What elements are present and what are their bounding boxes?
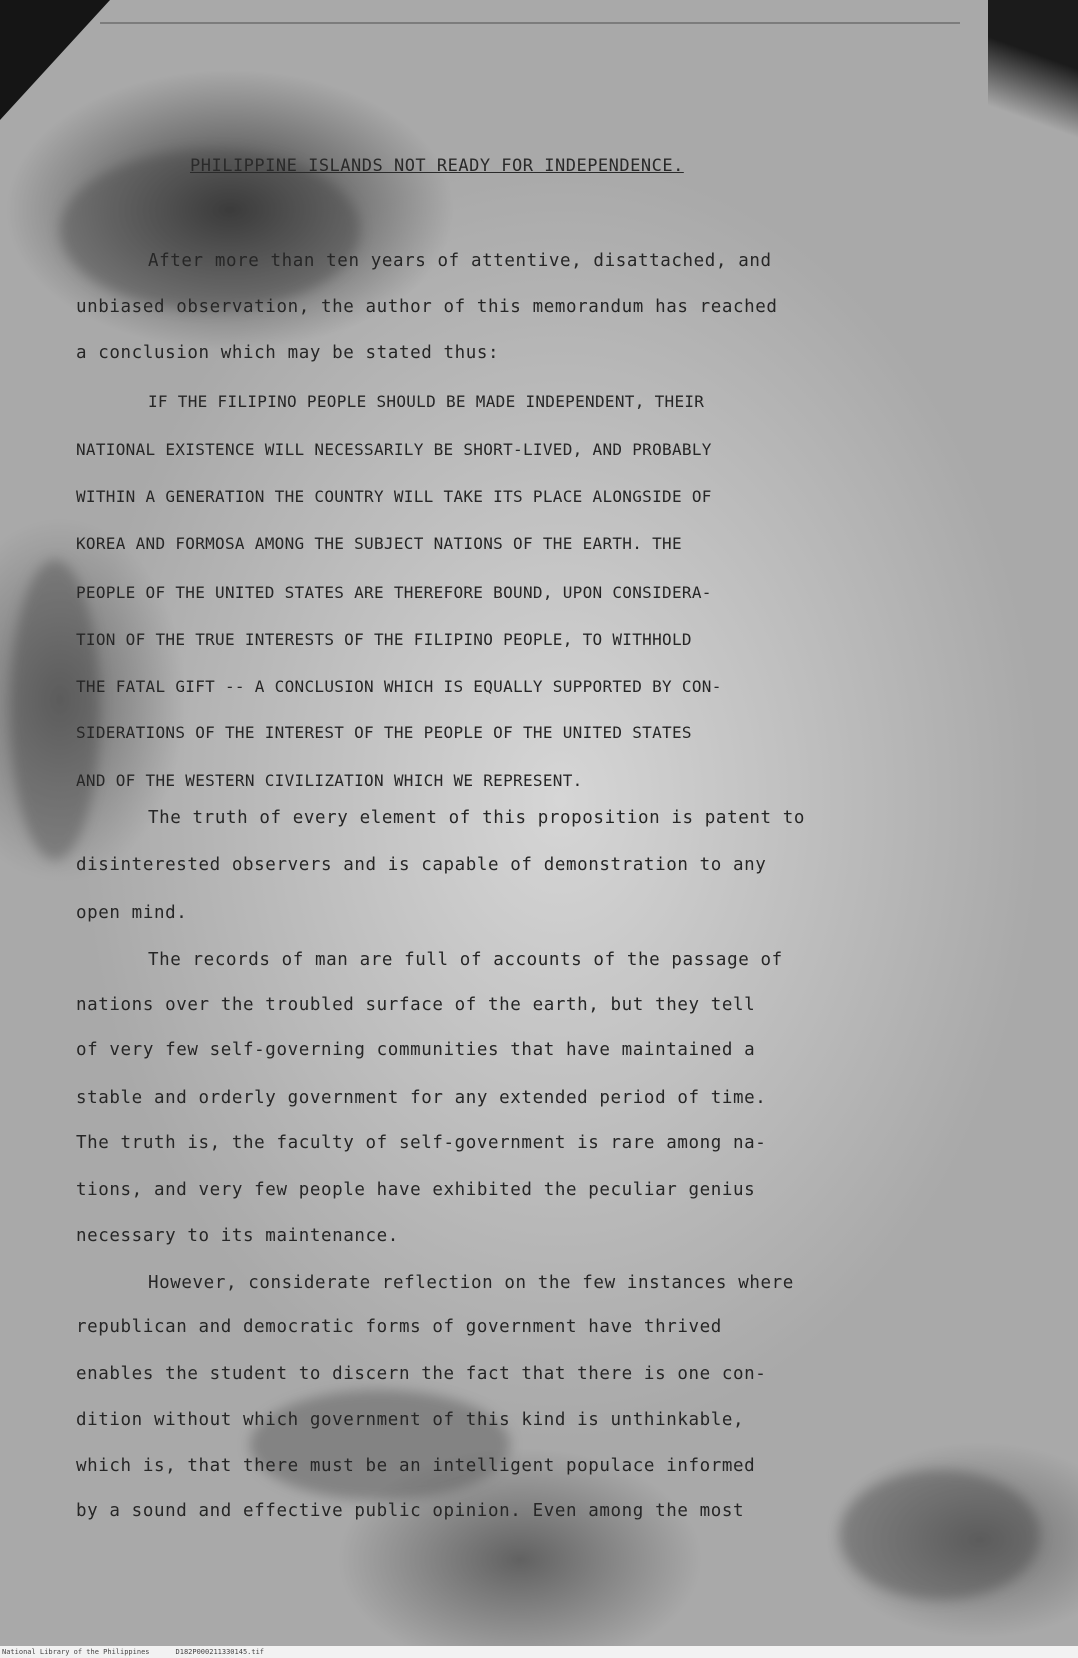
document-title: PHILIPPINE ISLANDS NOT READY FOR INDEPENDENCE.	[190, 156, 684, 176]
paragraph-line: necessary to its maintenance.	[76, 1226, 399, 1246]
paragraph-line: which is, that there must be an intelligent populace informed	[76, 1456, 756, 1476]
thesis-line: SIDERATIONS OF THE INTEREST OF THE PEOPLE OF THE UNITED STATES	[76, 723, 692, 742]
page-edge	[100, 22, 960, 24]
file-name: D182P000211330145.tif	[175, 1648, 265, 1656]
ink-stain	[10, 560, 100, 860]
dark-corner-left	[0, 0, 110, 120]
intro-line: unbiased observation, the author of this memorandum has reached	[76, 297, 778, 317]
thesis-line: PEOPLE OF THE UNITED STATES ARE THEREFORE BOUND, UPON CONSIDERA-	[76, 583, 712, 602]
thesis-line: KOREA AND FORMOSA AMONG THE SUBJECT NATIONS OF THE EARTH. THE	[76, 534, 682, 553]
dark-corner-right	[988, 0, 1078, 140]
paragraph-line: However, considerate reflection on the few instances where	[148, 1273, 794, 1293]
thesis-line: TION OF THE TRUE INTERESTS OF THE FILIPINO PEOPLE, TO WITHHOLD	[76, 630, 692, 649]
paragraph-line: dition without which government of this kind is unthinkable,	[76, 1410, 745, 1430]
library-credit: National Library of the Philippines	[2, 1648, 150, 1656]
paragraph-line: open mind.	[76, 903, 188, 923]
thesis-line: THE FATAL GIFT -- A CONCLUSION WHICH IS EQUALLY SUPPORTED BY CON-	[76, 677, 722, 696]
thesis-line: AND OF THE WESTERN CIVILIZATION WHICH WE REPRESENT.	[76, 771, 583, 790]
paragraph-line: republican and democratic forms of government have thrived	[76, 1317, 722, 1337]
paragraph-line: tions, and very few people have exhibited the peculiar genius	[76, 1180, 756, 1200]
thesis-line: IF THE FILIPINO PEOPLE SHOULD BE MADE INDEPENDENT, THEIR	[148, 392, 705, 411]
paragraph-line: The truth is, the faculty of self-government is rare among na-	[76, 1133, 767, 1153]
thesis-line: WITHIN A GENERATION THE COUNTRY WILL TAKE ITS PLACE ALONGSIDE OF	[76, 487, 712, 506]
paragraph-line: disinterested observers and is capable of demonstration to any	[76, 855, 767, 875]
paragraph-line: The records of man are full of accounts of the passage of	[148, 950, 783, 970]
ink-stain	[250, 1390, 510, 1500]
paragraph-line: nations over the troubled surface of the earth, but they tell	[76, 995, 756, 1015]
thesis-line: NATIONAL EXISTENCE WILL NECESSARILY BE SHORT-LIVED, AND PROBABLY	[76, 440, 712, 459]
ink-stain	[840, 1470, 1040, 1600]
paragraph-line: enables the student to discern the fact that there is one con-	[76, 1364, 767, 1384]
scan-footer	[0, 1646, 1078, 1658]
paragraph-line: stable and orderly government for any extended period of time.	[76, 1088, 767, 1108]
paragraph-line: The truth of every element of this proposition is patent to	[148, 808, 806, 828]
intro-line: After more than ten years of attentive, disattached, and	[148, 251, 772, 271]
intro-line: a conclusion which may be stated thus:	[76, 343, 500, 363]
paragraph-line: of very few self-governing communities that have maintained a	[76, 1040, 756, 1060]
paragraph-line: by a sound and effective public opinion. Even among the most	[76, 1501, 745, 1521]
